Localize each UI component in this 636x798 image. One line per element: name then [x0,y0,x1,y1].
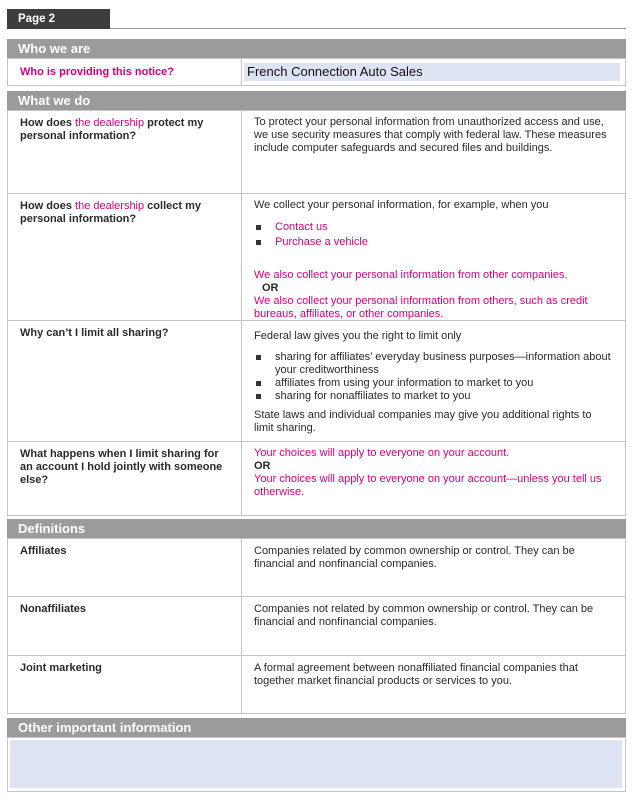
section-other-info: Other important information [7,718,626,737]
limit-item-nonaffiliates: sharing for nonaffiliates to market to you [254,390,613,403]
collect-question [7,193,242,321]
protect-q-post: protect my personal information? [20,117,204,142]
def-text-joint-marketing: A formal agreement between nonaffiliated financial companies that together market financial products or services to you. [241,655,626,714]
joint-question: What happens when I limit sharing for an account I hold jointly with someone else? [7,441,242,516]
collect-q-pre: How does [20,200,76,212]
def-text-affiliates: Companies related by common ownership or control. They can be financial and nonfinancial companies. [241,538,626,597]
collect-item-purchase: Purchase a vehicle [254,236,613,249]
collect-or: OR [262,282,279,294]
joint-or: OR [254,460,271,472]
page-label: Page 2 [7,9,110,29]
def-text-nonaffiliates: Companies not related by common ownership or control. They can be financial and nonfinancial companies. [241,596,626,656]
collect-also-1: We also collect your personal information from other companies. [254,269,568,281]
collect-q-dealership: the dealership [75,200,145,212]
joint-answer-cell [241,441,626,516]
collect-intro: We collect your personal information, for example, when you [254,199,549,211]
limit-note: State laws and individual companies may give you additional rights to limit sharing. [254,409,592,434]
def-term-affiliates: Affiliates [7,538,242,597]
limit-item-affiliates-market: affiliates from using your information to market to you [254,377,613,390]
joint-choice-1: Your choices will apply to everyone on your account. [254,447,510,459]
provider-name-field[interactable]: French Connection Auto Sales [244,63,620,81]
section-definitions: Definitions [7,519,626,538]
other-info-field[interactable] [10,740,622,788]
section-what-we-do: What we do [7,91,626,110]
def-term-joint-marketing: Joint marketing [7,655,242,714]
limit-intro: Federal law gives you the right to limit only [254,330,462,342]
limit-list [254,351,613,403]
def-term-nonaffiliates: Nonaffiliates [7,596,242,656]
protect-answer-cell [241,110,626,194]
who-question: Who is providing this notice? [7,58,242,86]
limit-item-affiliates-everyday: sharing for affiliates’ everyday business purposes—information about your creditworthiness [254,351,613,377]
page-rule [110,28,626,29]
limit-question: Why can’t I limit all sharing? [7,320,242,442]
protect-question [7,110,242,194]
collect-also-2: We also collect your personal information from others, such as credit bureaus, affiliates, or other companies. [254,295,588,320]
protect-q-pre: How does [20,117,76,129]
collect-list [254,221,613,249]
collect-q-post: collect my personal information? [20,200,201,225]
protect-q-dealership: the dealership [75,117,145,129]
section-who-we-are: Who we are [7,39,626,58]
limit-answer-cell [241,320,626,442]
joint-choice-2: Your choices will apply to everyone on your account—unless you tell us otherwise. [254,473,602,498]
protect-answer: To protect your personal information from unauthorized access and use, we use security measures that comply with federal law. These measures include computer safeguards and secured files and buildings. [254,116,607,154]
collect-answer-cell [241,193,626,321]
collect-item-contact: Contact us [254,221,613,234]
